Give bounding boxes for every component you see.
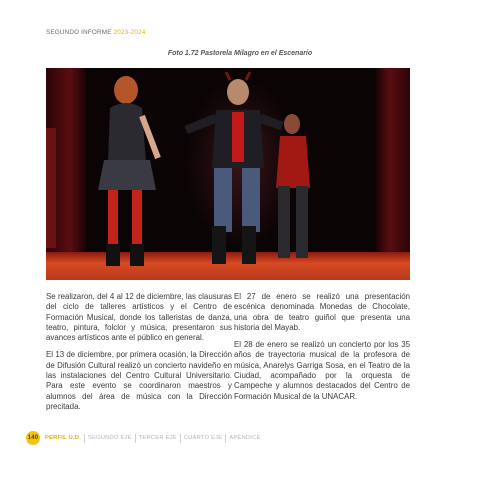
photo-caption: Foto 1.72 Pastorela Milagro en el Escenario <box>167 50 313 57</box>
paragraph: El 27 de enero se realizó una presentación escénica denominada Monedas de Chocolate, una obra de teatro guiñol que presenta una historia del Mayab. <box>234 292 410 332</box>
footer-section-segundo[interactable]: SEGUNDO EJE <box>87 435 132 441</box>
paragraph: El 28 de enero se realizó un concierto por los 35 años de trayectoria musical de la profesora de música, Anarelys Garriga Sosa, en el Teatro de la Ciudad, acompañado por la orquesta de Campeche y alumnos destacados del Centro de Formación Musical de la UNACAR. <box>234 340 410 401</box>
paragraph: El 13 de diciembre, por primera ocasión, la Dirección de Difusión Cultural realizó un concierto navideño en las instalaciones del Centro Cultural Universitario. Para este evento se coordinaron maestros y alumnos del área de música con la Dirección precitada. <box>46 350 232 411</box>
footer-divider <box>84 434 85 443</box>
left-column <box>46 292 232 419</box>
performer-right <box>276 114 310 258</box>
paragraph: Se realizaron, del 4 al 12 de diciembre, las clausuras del ciclo de talleres artísticos y el Centro de Formación Musical, donde los talleristas de danza, teatro, pintura, folclor y música, presentaron sus avances artísticos ante el público en general. <box>46 292 232 343</box>
report-header <box>46 29 146 36</box>
footer-section-perfil[interactable]: PERFIL U.D. <box>45 435 81 441</box>
report-year: 2023-2024 <box>113 29 146 36</box>
right-column <box>234 292 410 409</box>
stage-photo <box>46 68 410 280</box>
performer-center <box>186 72 282 264</box>
page-number: 140 <box>26 431 40 445</box>
footer-section-apendice[interactable]: APÉNDICE <box>229 435 261 441</box>
edge-performer <box>46 128 56 248</box>
footer-nav <box>26 431 261 445</box>
report-title: SEGUNDO INFORME <box>46 29 112 36</box>
performer-left <box>98 76 158 266</box>
performers-illustration <box>46 68 410 280</box>
footer-section-tercer[interactable]: TERCER EJE <box>138 435 177 441</box>
footer-divider <box>225 434 226 443</box>
footer-divider <box>135 434 136 443</box>
footer-section-cuarto[interactable]: CUARTO EJE <box>183 435 223 441</box>
footer-divider <box>180 434 181 443</box>
